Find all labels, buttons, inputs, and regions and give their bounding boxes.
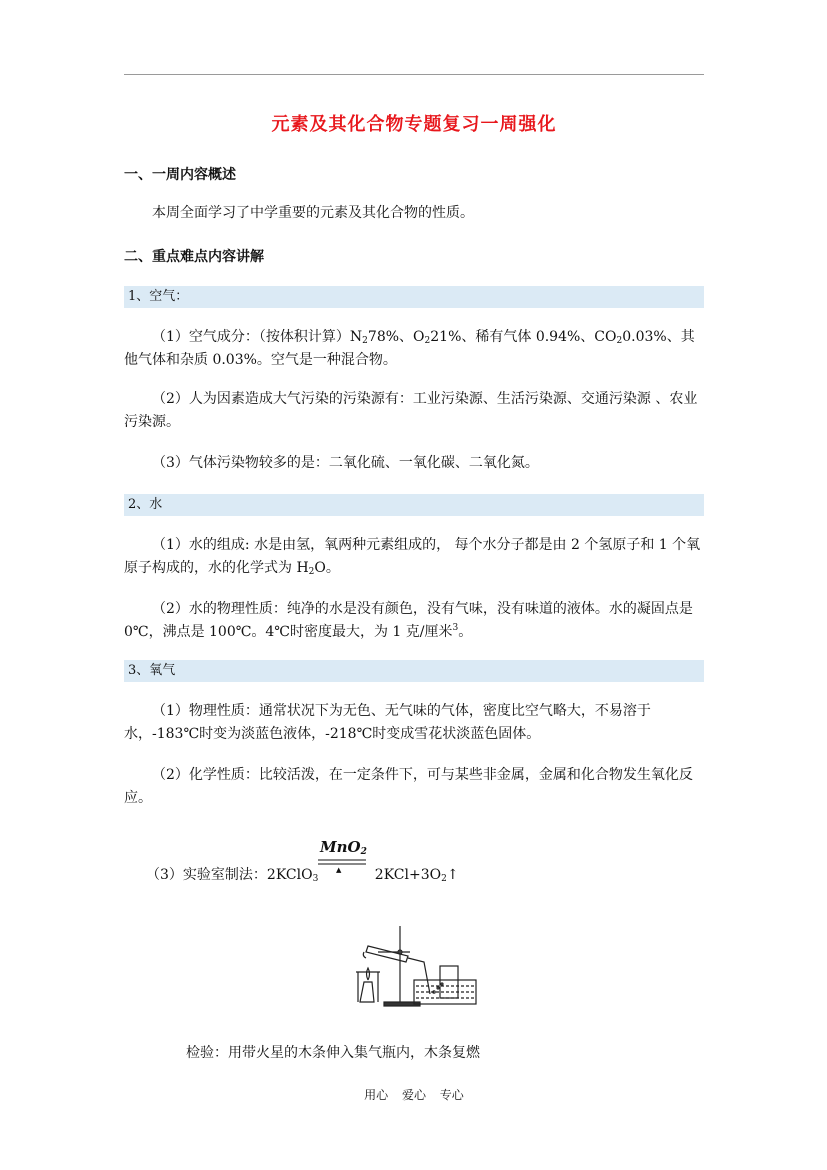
subsection-band-water: [124, 494, 704, 516]
heat-symbol: ▲: [336, 866, 342, 874]
band-label: 1、空气：: [128, 289, 189, 304]
subsection-band-oxygen: [124, 660, 704, 682]
oxygen-paragraph-physical: （1）物理性质：通常状况下为无色、无气味的气体，密度比空气略大，不易溶于水，-183℃时变为淡蓝色液体，-218℃时变成雪花状淡蓝色固体。: [124, 703, 651, 742]
water-paragraph-physical: （2）水的物理性质：纯净的水是没有颜色，没有气味，没有味道的液体。水的凝固点是 0℃，沸点是 100℃。4℃时密度最大，为 1 克/厘米$^3$。: [124, 601, 693, 640]
oxygen-test-text: 检验：用带火星的木条伸入集气瓶内，木条复燃: [186, 1045, 480, 1061]
catalyst-label: MnO$_2$: [320, 838, 367, 857]
air-paragraph-pollutants: （3）气体污染物较多的是：二氧化硫、一氧化碳、二氧化氮。: [152, 455, 539, 471]
air-paragraph-pollution-sources: （2）人为因素造成大气污染的污染源有：工业污染源、生活污染源、交通污染源 、农业污染源。: [124, 391, 698, 430]
band-label: 2、水: [128, 497, 163, 512]
oxygen-apparatus-illustration: [350, 922, 480, 1010]
section-heading-key-points: 二、重点难点内容讲解: [124, 249, 264, 265]
page-title: 元素及其化合物专题复习一周强化: [271, 114, 557, 135]
lab-preparation-equation: （3）实验室制法：2KClO$_3$ $2KCl+3O_2↑$: [146, 867, 459, 884]
section-heading-overview: 一、一周内容概述: [124, 167, 236, 183]
overview-text: 本周全面学习了中学重要的元素及其化合物的性质。: [152, 205, 474, 221]
subsection-band-air: [124, 286, 704, 308]
band-label: 3、氧气: [128, 663, 176, 678]
oxygen-paragraph-chemical: （2）化学性质：比较活泼，在一定条件下，可与某些非金属，金属和化合物发生氧化反应。: [124, 767, 693, 806]
page-footer: 用心 爱心 专心: [364, 1088, 464, 1102]
header-rule: [124, 74, 704, 75]
air-paragraph-composition: （1）空气成分：（按体积计算）$N_278\%$、$O_221\%$、稀有气体 0.94%、$CO_20.03\%$、其他气体和杂质 0.03%。空气是一种混合物。: [124, 329, 695, 368]
water-paragraph-composition: （1）水的组成: 水是由氢，氧两种元素组成的， 每个水分子都是由 2 个氢原子和 1 个氧原子构成的，水的化学式为 $H_2O$。: [124, 537, 701, 577]
